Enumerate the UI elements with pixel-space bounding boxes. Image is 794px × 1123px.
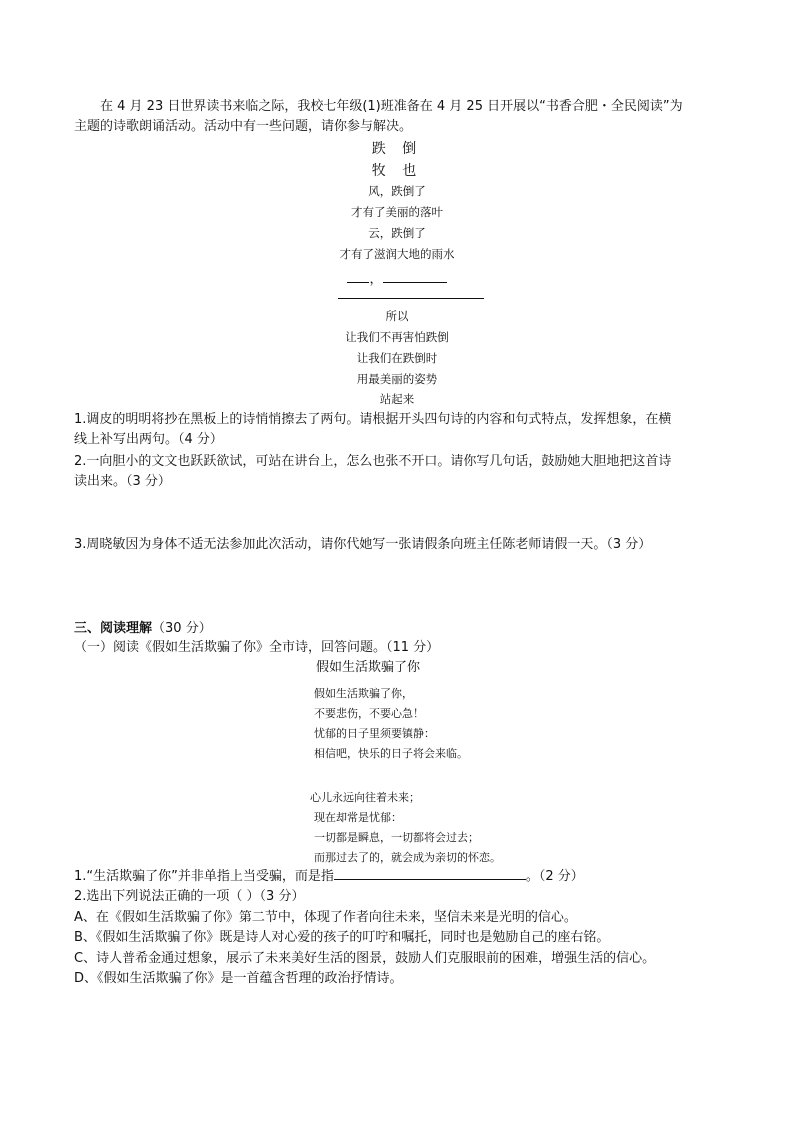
section-title: 三、阅读理解 [74, 621, 153, 636]
poem-title: 跌 倒 [371, 141, 423, 157]
poem-author: 牧 也 [371, 163, 423, 179]
poem-blank-line-2[interactable] [338, 298, 484, 299]
poem2-line: 心儿永远向往着未来； [310, 791, 420, 804]
reading-question-1-text: 1.“生活欺骗了你”并非单指上当受骗，而是指 [74, 869, 334, 884]
section-heading [74, 620, 212, 638]
question-1-line-1: 1.调皮的明明将抄在黑板上的诗悄悄擦去了两句。请根据开头四句诗的内容和句式特点，发挥想象，在横 [74, 412, 672, 427]
poem-line: 站起来 [379, 392, 415, 406]
option-c[interactable]: C、诗人普希金通过想象，展示了未来美好生活的图景，鼓励人们克服眼前的困难，增强生活的信心。 [74, 951, 656, 966]
reading-question-1-tail: 。（2 分） [525, 869, 584, 884]
poem-line: 用最美丽的姿势 [356, 372, 438, 386]
question-2-line-1: 2.一向胆小的文文也跃跃欲试，可站在讲台上，怎么也张不开口。请你写几句话，鼓励她大胆地把这首诗 [74, 454, 672, 469]
question-1-line-2: 线上补写出两句。（4 分） [74, 432, 223, 447]
poem2-line: 相信吧，快乐的日子将会来临。 [314, 747, 468, 760]
poem2-line: 现在却常是忧郁： [314, 811, 402, 824]
poem-line: 才有了滋润大地的雨水 [339, 247, 455, 261]
poem2-title: 假如生活欺骗了你 [316, 660, 421, 675]
option-d[interactable]: D、《假如生活欺骗了你》是一首蕴含哲理的政治抒情诗。 [74, 971, 403, 986]
poem2-line: 不要悲伤，不要心急！ [314, 707, 424, 720]
poem2-line: 假如生活欺骗了你， [314, 687, 413, 700]
intro-line-2: 主题的诗歌朗诵活动。活动中有一些问题，请你参与解决。 [74, 119, 413, 134]
intro-line-1: 在 4 月 23 日世界读书来临之际，我校七年级(1)班准备在 4 月 25 日开展以“书香合肥・全民阅读”为 [100, 99, 683, 114]
section-score: （30 分） [152, 621, 212, 636]
poem2-line: 忧郁的日子里须要镇静： [314, 727, 435, 740]
reading-question-1 [74, 867, 584, 886]
poem-line: 所以 [385, 309, 409, 323]
option-a[interactable]: A、在《假如生活欺骗了你》第二节中，体现了作者向往未来，坚信未来是光明的信心。 [74, 910, 577, 925]
reading-question-2-stem: 2.选出下列说法正确的一项（ ）（3 分） [74, 889, 305, 904]
poem-line: 才有了美丽的落叶 [351, 205, 443, 219]
answer-blank[interactable] [334, 867, 526, 880]
poem-line: 云，跌倒了 [368, 226, 426, 240]
poem2-line: 一切都是瞬息，一切都将会过去； [314, 831, 479, 844]
section-sub-heading: （一）阅读《假如生活欺骗了你》全市诗，回答问题。（11 分） [74, 640, 440, 655]
question-3: 3.周晓敏因为身体不适无法参加此次活动，请你代她写一张请假条向班主任陈老师请假一天。（3 分） [74, 537, 652, 552]
poem-line: 风，跌倒了 [368, 184, 426, 198]
answer-blank[interactable] [347, 270, 369, 283]
option-b[interactable]: B、《假如生活欺骗了你》既是诗人对心爱的孩子的叮咛和嘱托，同时也是勉励自己的座右铭。 [74, 930, 610, 945]
poem-blank-line-1[interactable] [0, 268, 794, 287]
answer-blank[interactable] [383, 270, 447, 283]
poem-line: 让我们在跌倒时 [356, 351, 438, 365]
poem-line: 让我们不再害怕跌倒 [345, 330, 449, 344]
blank-separator: ， [369, 272, 383, 287]
poem2-line: 而那过去了的，就会成为亲切的怀恋。 [314, 851, 501, 864]
question-2-line-2: 读出来。（3 分） [74, 474, 171, 489]
